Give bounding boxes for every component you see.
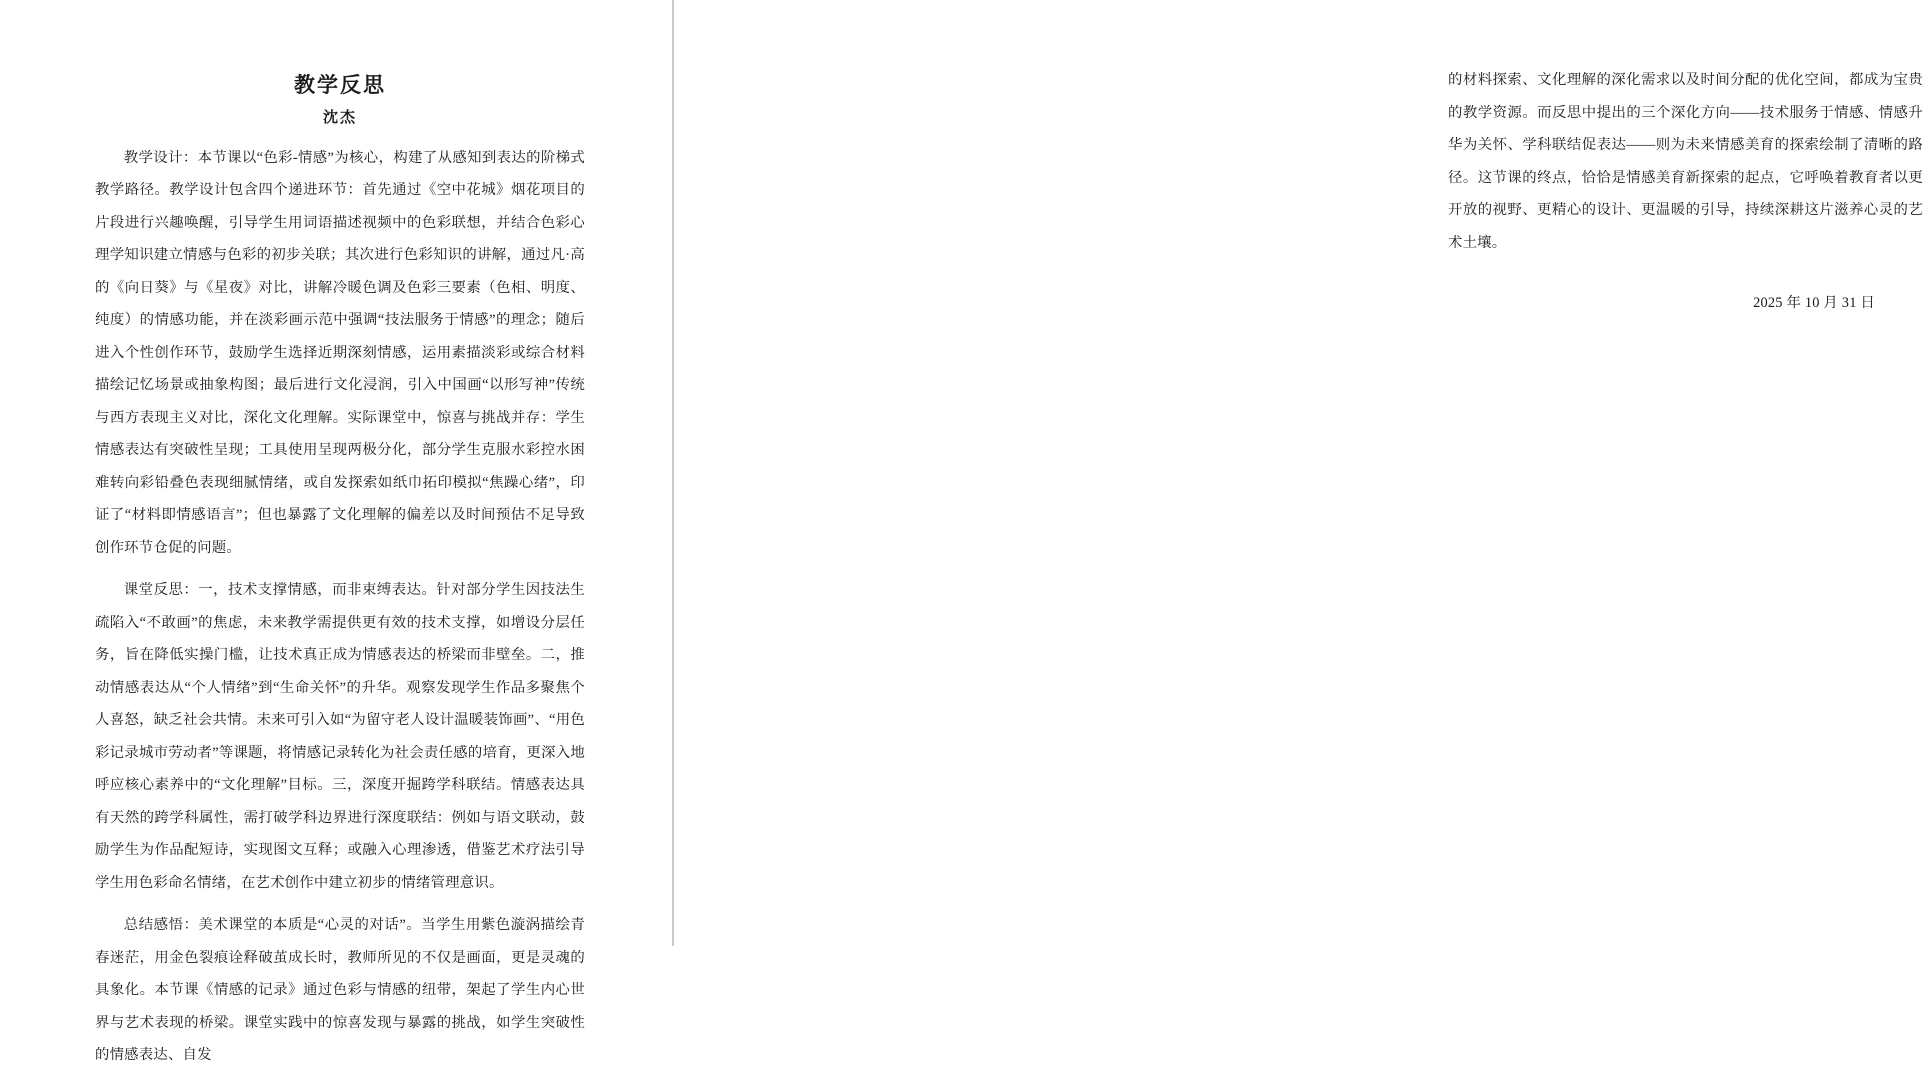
signature-date: 2025 年 10 月 31 日 [1753, 295, 1875, 311]
paragraph-summary-continued: 的材料探索、文化理解的深化需求以及时间分配的优化空间，都成为宝贵的教学资源。而反思中提出的三个深化方向——技术服务于情感、情感升华为关怀、学科联结促表达——则为未来情感美育的探索绘制了清晰的路径。这节课的终点，恰恰是情感美育新探索的起点，它呼唤着教育者以更开放的视野、更精心的设计、更温暖的引导，持续深耕这片滋养心灵的艺术土壤。 [1448, 72, 1923, 251]
page-right [673, 0, 1923, 946]
paragraph-teaching-design: 教学设计：本节课以“色彩-情感”为核心，构建了从感知到表达的阶梯式教学路径。教学设计包含四个递进环节：首先通过《空中花城》烟花项目的片段进行兴趣唤醒，引导学生用词语描述视频中的色彩联想，并结合色彩心理学知识建立情感与色彩的初步关联；其次进行色彩知识的讲解，通过凡·高的《向日葵》与《星夜》对比，讲解冷暖色调及色彩三要素（色相、明度、纯度）的情感功能，并在淡彩画示范中强调“技法服务于情感”的理念；随后进入个性创作环节，鼓励学生选择近期深刻情感，运用素描淡彩或综合材料描绘记忆场景或抽象构图；最后进行文化浸润，引入中国画“以形写神”传统与西方表现主义对比，深化文化理解。实际课堂中，惊喜与挑战并存：学生情感表达有突破性呈现；工具使用呈现两极分化，部分学生克服水彩控水困难转向彩铅叠色表现细腻情绪，或自发探索如纸巾拓印模拟“焦躁心绪”，印证了“材料即情感语言”；但也暴露了文化理解的偏差以及时间预估不足导致创作环节仓促的问题。 [95, 149, 585, 556]
paragraph-classroom-reflection: 课堂反思：一，技术支撑情感，而非束缚表达。针对部分学生因技法生疏陷入“不敢画”的焦虑，未来教学需提供更有效的技术支撑，如增设分层任务，旨在降低实操门槛，让技术真正成为情感表达的桥梁而非壁垒。二，推动情感表达从“个人情绪”到“生命关怀”的升华。观察发现学生作品多聚焦个人喜怒，缺乏社会共情。未来可引入如“为留守老人设计温暖装饰画”、“用色彩记录城市劳动者”等课题，将情感记录转化为社会责任感的培育，更深入地呼应核心素养中的“文化理解”目标。三，深度开掘跨学科联结。情感表达具有天然的跨学科属性，需打破学科边界进行深度联结：例如与语文联动，鼓励学生为作品配短诗，实现图文互释；或融入心理渗透，借鉴艺术疗法引导学生用色彩命名情绪，在艺术创作中建立初步的情绪管理意识。 [95, 582, 585, 891]
left-page-text-frame [95, 70, 585, 1082]
page-gutter-divider [672, 0, 674, 946]
right-page-text-frame [1448, 64, 1923, 320]
page-left [0, 0, 673, 1063]
page-title: 教学反思 [294, 73, 386, 97]
document-author: 沈杰 [322, 109, 357, 126]
paragraph-summary-insight: 总结感悟：美术课堂的本质是“心灵的对话”。当学生用紫色漩涡描绘青春迷茫，用金色裂痕诠释破茧成长时，教师所见的不仅是画面，更是灵魂的具象化。本节课《情感的记录》通过色彩与情感的纽带，架起了学生内心世界与艺术表现的桥梁。课堂实践中的惊喜发现与暴露的挑战，如学生突破性的情感表达、自发 [95, 917, 585, 1063]
